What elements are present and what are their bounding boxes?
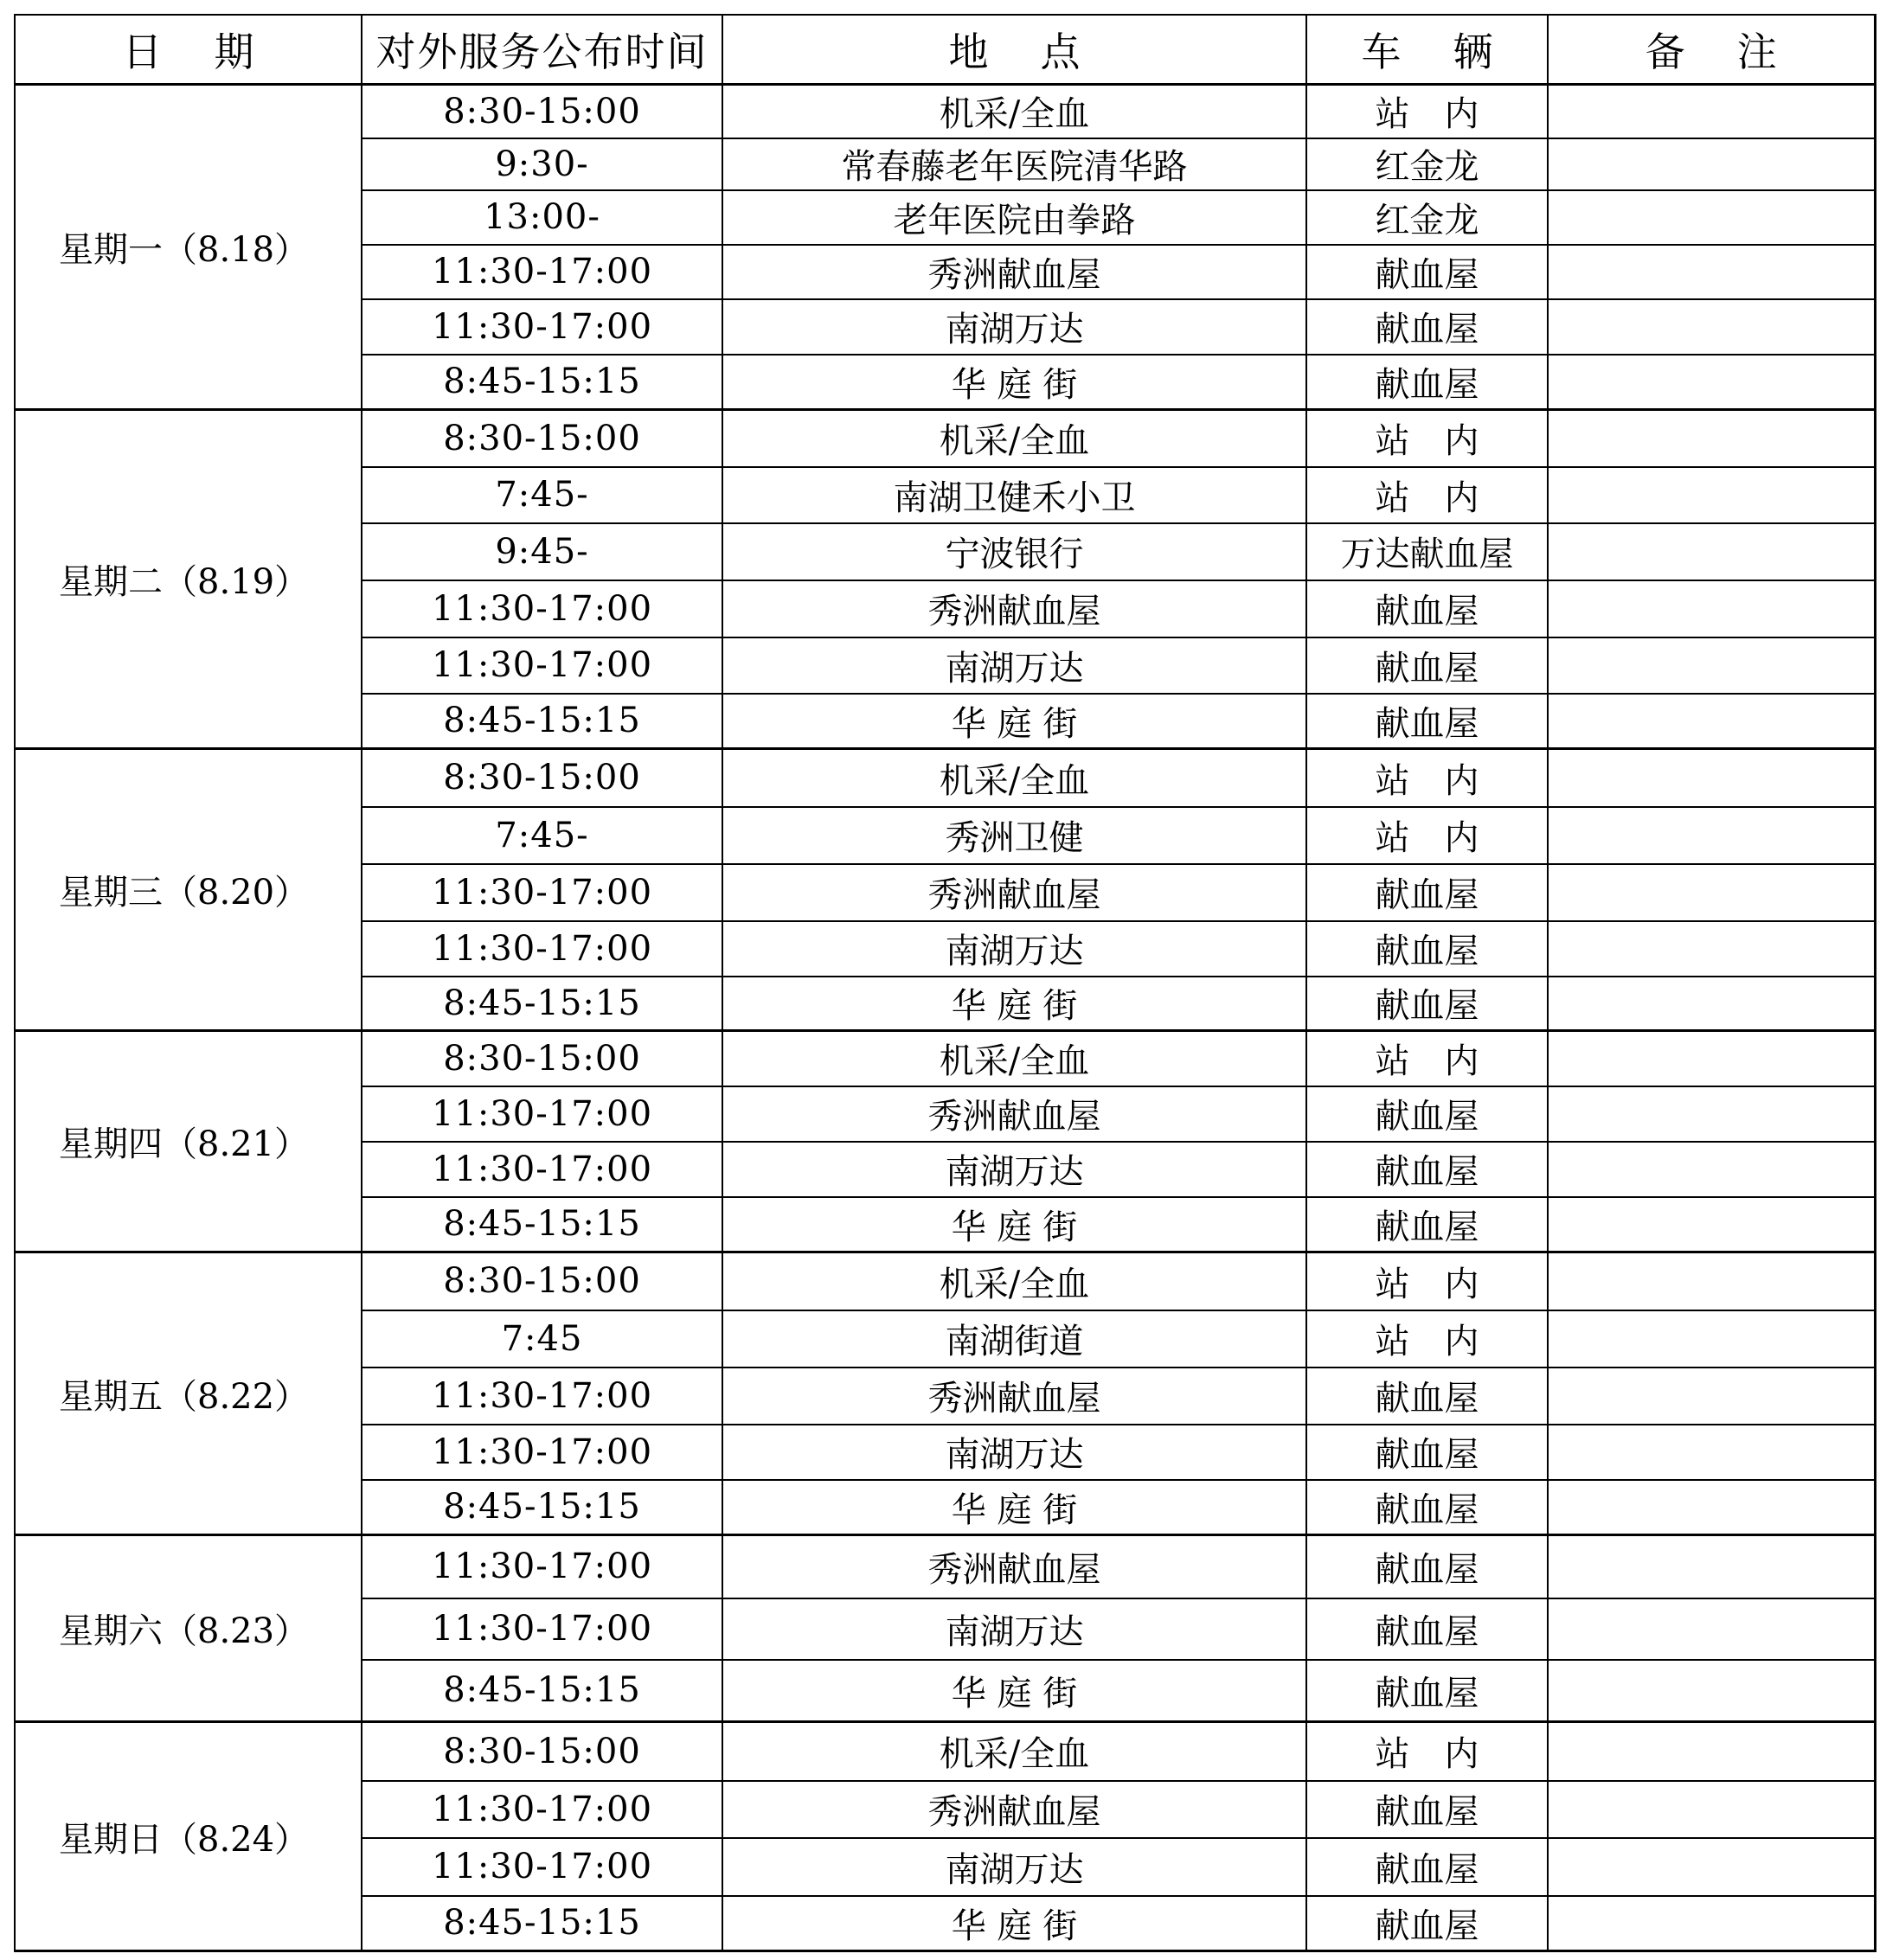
- time-cell: 11:30-17:00: [362, 1086, 722, 1142]
- time-cell: 11:30-17:00: [362, 1781, 722, 1838]
- note-cell: [1548, 1781, 1875, 1838]
- place-cell: 秀洲献血屋: [722, 1368, 1306, 1425]
- time-cell: 8:30-15:00: [362, 410, 722, 467]
- time-cell: 8:45-15:15: [362, 355, 722, 410]
- note-cell: [1548, 1086, 1875, 1142]
- place-cell: 机采/全血: [722, 1722, 1306, 1781]
- note-cell: [1548, 523, 1875, 580]
- day-label-cell: 星期六（8.23）: [15, 1535, 362, 1722]
- time-cell: 8:45-15:15: [362, 1197, 722, 1252]
- vehicle-cell: 献血屋: [1306, 1142, 1548, 1197]
- note-cell: [1548, 580, 1875, 637]
- table-row: [15, 749, 1875, 807]
- note-cell: [1548, 85, 1875, 138]
- place-cell: 机采/全血: [722, 85, 1306, 138]
- note-cell: [1548, 467, 1875, 523]
- place-cell: 南湖卫健禾小卫: [722, 467, 1306, 523]
- vehicle-cell: 献血屋: [1306, 1368, 1548, 1425]
- note-cell: [1548, 694, 1875, 749]
- note-cell: [1548, 1535, 1875, 1598]
- note-cell: [1548, 1031, 1875, 1086]
- vehicle-cell: 献血屋: [1306, 977, 1548, 1031]
- time-cell: 8:45-15:15: [362, 694, 722, 749]
- place-cell: 南湖万达: [722, 1838, 1306, 1896]
- place-cell: 机采/全血: [722, 749, 1306, 807]
- time-cell: 8:30-15:00: [362, 1252, 722, 1310]
- table-row: [15, 85, 1875, 138]
- place-cell: 南湖万达: [722, 1142, 1306, 1197]
- place-cell: 华 庭 街: [722, 1660, 1306, 1722]
- place-cell: 南湖万达: [722, 637, 1306, 694]
- blood-donation-schedule-table: [14, 14, 1876, 1952]
- place-cell: 秀洲献血屋: [722, 1535, 1306, 1598]
- note-cell: [1548, 1722, 1875, 1781]
- time-cell: 11:30-17:00: [362, 1535, 722, 1598]
- note-cell: [1548, 1598, 1875, 1660]
- note-cell: [1548, 1142, 1875, 1197]
- vehicle-cell: 献血屋: [1306, 580, 1548, 637]
- vehicle-cell: 献血屋: [1306, 1896, 1548, 1951]
- place-cell: 南湖万达: [722, 299, 1306, 355]
- vehicle-cell: 献血屋: [1306, 1781, 1548, 1838]
- table-row: [15, 1252, 1875, 1310]
- time-cell: 7:45: [362, 1310, 722, 1368]
- note-cell: [1548, 977, 1875, 1031]
- note-cell: [1548, 190, 1875, 245]
- note-cell: [1548, 864, 1875, 921]
- vehicle-cell: 站 内: [1306, 85, 1548, 138]
- place-cell: 华 庭 街: [722, 355, 1306, 410]
- vehicle-cell: 站 内: [1306, 807, 1548, 864]
- vehicle-cell: 站 内: [1306, 1310, 1548, 1368]
- place-cell: 秀洲献血屋: [722, 864, 1306, 921]
- schedule-body: [15, 85, 1875, 1951]
- vehicle-cell: 献血屋: [1306, 1197, 1548, 1252]
- day-label-cell: 星期日（8.24）: [15, 1722, 362, 1951]
- time-cell: 13:00-: [362, 190, 722, 245]
- place-cell: 秀洲卫健: [722, 807, 1306, 864]
- place-cell: 老年医院由拳路: [722, 190, 1306, 245]
- place-cell: 机采/全血: [722, 1252, 1306, 1310]
- header-vehicle: 车辆: [1306, 15, 1548, 85]
- vehicle-cell: 献血屋: [1306, 1838, 1548, 1896]
- note-cell: [1548, 245, 1875, 299]
- time-cell: 9:45-: [362, 523, 722, 580]
- place-cell: 华 庭 街: [722, 977, 1306, 1031]
- vehicle-cell: 红金龙: [1306, 190, 1548, 245]
- day-label-cell: 星期一（8.18）: [15, 85, 362, 410]
- place-cell: 秀洲献血屋: [722, 1086, 1306, 1142]
- place-cell: 常春藤老年医院清华路: [722, 138, 1306, 190]
- place-cell: 华 庭 街: [722, 694, 1306, 749]
- place-cell: 南湖万达: [722, 921, 1306, 977]
- header-note: 备注: [1548, 15, 1875, 85]
- time-cell: 11:30-17:00: [362, 1142, 722, 1197]
- vehicle-cell: 献血屋: [1306, 637, 1548, 694]
- place-cell: 华 庭 街: [722, 1480, 1306, 1535]
- place-cell: 秀洲献血屋: [722, 1781, 1306, 1838]
- place-cell: 宁波银行: [722, 523, 1306, 580]
- note-cell: [1548, 1838, 1875, 1896]
- vehicle-cell: 献血屋: [1306, 1425, 1548, 1480]
- vehicle-cell: 献血屋: [1306, 1660, 1548, 1722]
- time-cell: 9:30-: [362, 138, 722, 190]
- time-cell: 11:30-17:00: [362, 245, 722, 299]
- place-cell: 秀洲献血屋: [722, 580, 1306, 637]
- note-cell: [1548, 807, 1875, 864]
- place-cell: 华 庭 街: [722, 1197, 1306, 1252]
- time-cell: 11:30-17:00: [362, 864, 722, 921]
- time-cell: 7:45-: [362, 807, 722, 864]
- time-cell: 11:30-17:00: [362, 580, 722, 637]
- time-cell: 11:30-17:00: [362, 1368, 722, 1425]
- note-cell: [1548, 299, 1875, 355]
- day-label-cell: 星期二（8.19）: [15, 410, 362, 749]
- vehicle-cell: 献血屋: [1306, 1480, 1548, 1535]
- time-cell: 11:30-17:00: [362, 637, 722, 694]
- vehicle-cell: 献血屋: [1306, 355, 1548, 410]
- day-label-cell: 星期五（8.22）: [15, 1252, 362, 1535]
- vehicle-cell: 站 内: [1306, 1031, 1548, 1086]
- vehicle-cell: 站 内: [1306, 1722, 1548, 1781]
- note-cell: [1548, 1310, 1875, 1368]
- time-cell: 11:30-17:00: [362, 1598, 722, 1660]
- vehicle-cell: 红金龙: [1306, 138, 1548, 190]
- place-cell: 机采/全血: [722, 410, 1306, 467]
- note-cell: [1548, 1480, 1875, 1535]
- note-cell: [1548, 749, 1875, 807]
- table-row: [15, 1031, 1875, 1086]
- time-cell: 8:45-15:15: [362, 977, 722, 1031]
- vehicle-cell: 献血屋: [1306, 921, 1548, 977]
- place-cell: 南湖街道: [722, 1310, 1306, 1368]
- time-cell: 11:30-17:00: [362, 1838, 722, 1896]
- vehicle-cell: 万达献血屋: [1306, 523, 1548, 580]
- note-cell: [1548, 1252, 1875, 1310]
- time-cell: 8:45-15:15: [362, 1896, 722, 1951]
- header-time: 对外服务公布时间: [362, 15, 722, 85]
- place-cell: 华 庭 街: [722, 1896, 1306, 1951]
- table-row: [15, 1722, 1875, 1781]
- vehicle-cell: 站 内: [1306, 1252, 1548, 1310]
- place-cell: 南湖万达: [722, 1425, 1306, 1480]
- time-cell: 11:30-17:00: [362, 921, 722, 977]
- note-cell: [1548, 410, 1875, 467]
- note-cell: [1548, 138, 1875, 190]
- note-cell: [1548, 921, 1875, 977]
- time-cell: 8:30-15:00: [362, 1722, 722, 1781]
- day-label-cell: 星期三（8.20）: [15, 749, 362, 1031]
- note-cell: [1548, 1197, 1875, 1252]
- note-cell: [1548, 1368, 1875, 1425]
- place-cell: 南湖万达: [722, 1598, 1306, 1660]
- vehicle-cell: 献血屋: [1306, 299, 1548, 355]
- vehicle-cell: 献血屋: [1306, 694, 1548, 749]
- vehicle-cell: 站 内: [1306, 410, 1548, 467]
- time-cell: 11:30-17:00: [362, 299, 722, 355]
- vehicle-cell: 站 内: [1306, 749, 1548, 807]
- time-cell: 8:45-15:15: [362, 1660, 722, 1722]
- time-cell: 11:30-17:00: [362, 1425, 722, 1480]
- place-cell: 秀洲献血屋: [722, 245, 1306, 299]
- vehicle-cell: 献血屋: [1306, 245, 1548, 299]
- note-cell: [1548, 637, 1875, 694]
- vehicle-cell: 献血屋: [1306, 1535, 1548, 1598]
- time-cell: 8:30-15:00: [362, 85, 722, 138]
- vehicle-cell: 献血屋: [1306, 1086, 1548, 1142]
- table-row: [15, 410, 1875, 467]
- table-row: [15, 1535, 1875, 1598]
- vehicle-cell: 献血屋: [1306, 1598, 1548, 1660]
- note-cell: [1548, 355, 1875, 410]
- vehicle-cell: 献血屋: [1306, 864, 1548, 921]
- header-date: 日期: [15, 15, 362, 85]
- note-cell: [1548, 1425, 1875, 1480]
- day-label-cell: 星期四（8.21）: [15, 1031, 362, 1252]
- time-cell: 8:45-15:15: [362, 1480, 722, 1535]
- header-place: 地点: [722, 15, 1306, 85]
- time-cell: 8:30-15:00: [362, 749, 722, 807]
- vehicle-cell: 站 内: [1306, 467, 1548, 523]
- header-row: [15, 15, 1875, 85]
- time-cell: 7:45-: [362, 467, 722, 523]
- time-cell: 8:30-15:00: [362, 1031, 722, 1086]
- place-cell: 机采/全血: [722, 1031, 1306, 1086]
- note-cell: [1548, 1660, 1875, 1722]
- note-cell: [1548, 1896, 1875, 1951]
